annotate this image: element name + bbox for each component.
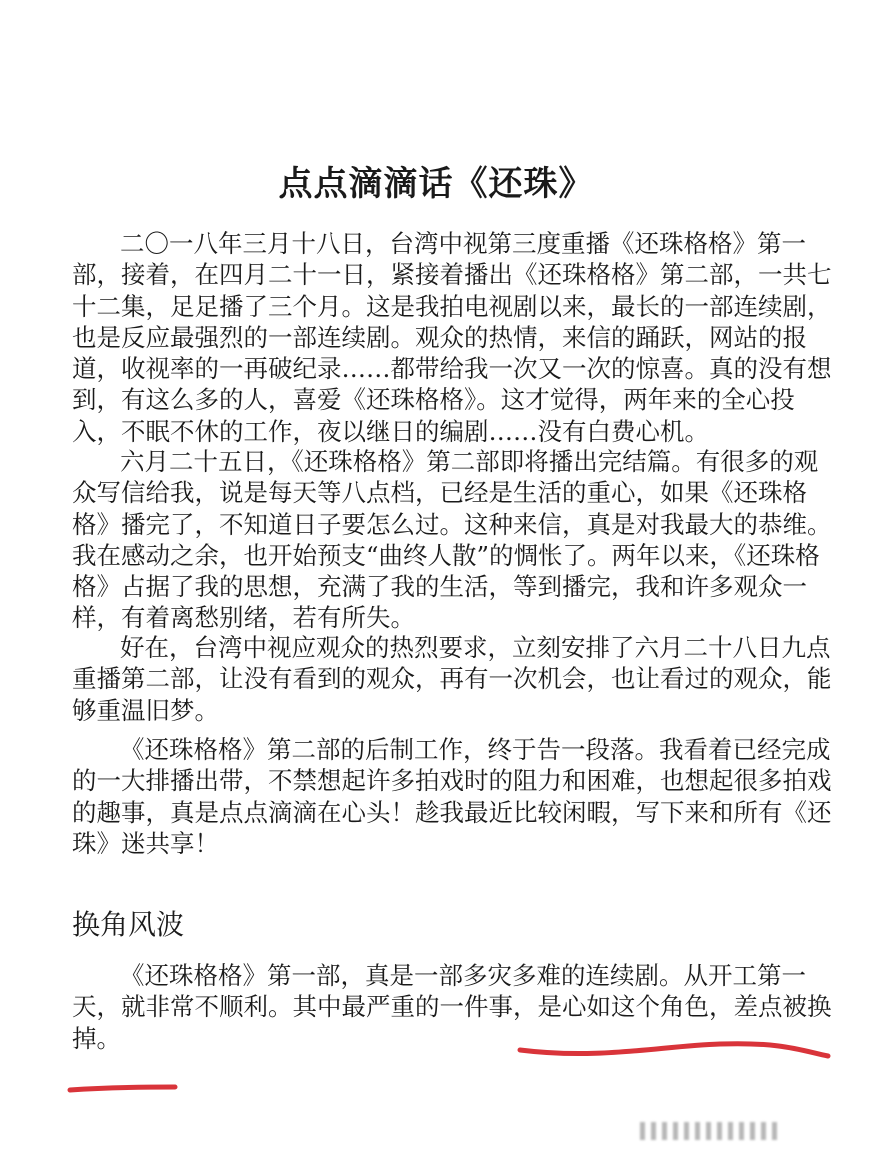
text-line: 十二集，足足播了三个月。这是我拍电视剧以来，最长的一部连续剧， bbox=[72, 291, 832, 321]
text-line: 的一大排播出带，不禁想起许多拍戏时的阻力和困难，也想起很多拍戏 bbox=[72, 766, 832, 796]
text-line: 《还珠格格》第一部，真是一部多灾多难的连续剧。从开工第一 bbox=[120, 961, 806, 990]
text-line: 够重温旧梦。 bbox=[72, 695, 219, 725]
text-line: 我在感动之余，也开始预支“曲终人散”的惆怅了。两年以来，《还珠格 bbox=[72, 540, 820, 570]
red-underline-mark bbox=[520, 1044, 828, 1056]
text-line: 格》播完了，不知道日子要怎么过。这种来信，真是对我最大的恭维。 bbox=[72, 509, 832, 539]
text-line: 掉。 bbox=[72, 1023, 121, 1053]
text-line: 重播第二部，让没有看到的观众，再有一次机会，也让看过的观众，能 bbox=[72, 664, 832, 694]
red-underline-mark bbox=[70, 1087, 175, 1090]
text-line: 好在，台湾中视应观众的热烈要求，立刻安排了六月二十八日九点 bbox=[120, 633, 831, 662]
text-line: 的趣事，真是点点滴滴在心头！趁我最近比较闲暇，写下来和所有《还 bbox=[72, 797, 832, 827]
text-line: 样，有着离愁别绪，若有所失。 bbox=[72, 603, 415, 633]
section-heading: 换角风波 bbox=[72, 908, 185, 941]
text-line: 到，有这么多的人，喜爱《还珠格格》。这才觉得，两年来的全心投 bbox=[72, 385, 795, 415]
text-line: 格》占据了我的思想，充满了我的生活，等到播完，我和许多观众一 bbox=[72, 572, 807, 602]
text-line: 天，就非常不顺利。其中最严重的一件事，是心如这个角色，差点被换 bbox=[72, 992, 832, 1022]
text-line: 珠》迷共享！ bbox=[72, 828, 219, 858]
text-line: 也是反应最强烈的一部连续剧。观众的热情，来信的踊跃，网站的报 bbox=[72, 322, 807, 352]
text-line: 入，不眠不休的工作，夜以继日的编剧……没有白费心机。 bbox=[72, 416, 709, 446]
document-title: 点点滴滴话《还珠》 bbox=[278, 164, 594, 204]
text-line: 二〇一八年三月十八日，台湾中视第三度重播《还珠格格》第一 bbox=[120, 229, 806, 258]
text-line: 众写信给我，说是每天等八点档，已经是生活的重心，如果《还珠格 bbox=[72, 478, 807, 508]
text-line: 《还珠格格》第二部的后制工作，终于告一段落。我看着已经完成 bbox=[120, 735, 831, 764]
text-line: 部，接着，在四月二十一日，紧接着播出《还珠格格》第二部，一共七 bbox=[72, 260, 832, 290]
text-line: 道，收视率的一再破纪录……都带给我一次又一次的惊喜。真的没有想 bbox=[72, 354, 832, 384]
watermark bbox=[640, 1120, 850, 1142]
text-line: 六月二十五日，《还珠格格》第二部即将播出完结篇。有很多的观 bbox=[120, 447, 819, 476]
